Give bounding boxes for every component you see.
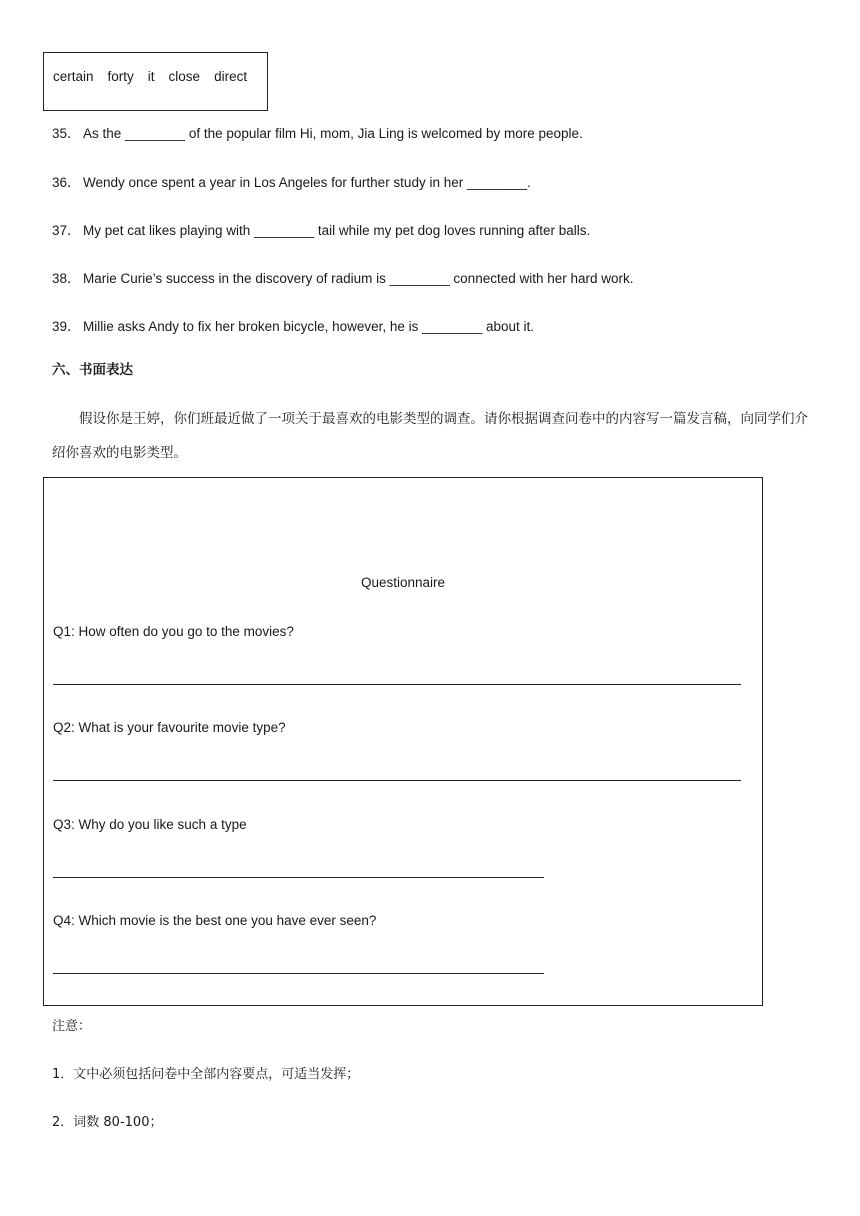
note-text: 文中必须包括问卷中全部内容要点，可适当发挥； [73, 1067, 360, 1082]
word-bank-item: close [168, 69, 201, 84]
question-text: As the ________ of the popular film Hi, mom, Jia Ling is welcomed by more people. [83, 126, 583, 141]
questionnaire-item-q2: Q2: What is your favourite movie type? [53, 720, 286, 735]
word-bank-item: direct [214, 69, 248, 84]
note-number: 1． [52, 1067, 74, 1082]
word-bank-list [53, 69, 247, 84]
question-number: 38． [52, 271, 81, 286]
questionnaire-item-q4: Q4: Which movie is the best one you have ever seen? [53, 913, 377, 928]
note-item-2 [52, 1111, 162, 1130]
question-number: 36． [52, 175, 81, 190]
note-number: 2． [52, 1115, 74, 1130]
question-number: 37． [52, 223, 81, 238]
writing-prompt: 假设你是王婷，你们班最近做了一项关于最喜欢的电影类型的调查。请你根据调查问卷中的内容写一篇发言稿，向同学们介绍你喜欢的电影类型。 [52, 411, 808, 461]
answer-line-q3 [53, 877, 544, 878]
question-35 [52, 122, 583, 142]
question-text: Marie Curie’s success in the discovery of radium is ________ connected with her hard work. [83, 271, 634, 286]
answer-line-q2 [53, 780, 741, 781]
question-39 [52, 315, 534, 335]
note-item-1 [52, 1063, 359, 1082]
questionnaire-item-q3: Q3: Why do you like such a type [53, 817, 247, 832]
question-text: Wendy once spent a year in Los Angeles for further study in her ________. [83, 175, 531, 190]
word-bank-item: it [147, 69, 155, 84]
notes-heading: 注意： [52, 1019, 92, 1034]
question-text: My pet cat likes playing with ________ tail while my pet dog loves running after balls. [83, 223, 591, 238]
question-37 [52, 219, 590, 239]
questionnaire-title: Questionnaire [360, 575, 446, 590]
answer-line-q4 [53, 973, 544, 974]
question-number: 39． [52, 319, 81, 334]
question-36 [52, 171, 531, 191]
section-title: 六、书面表达 [52, 362, 133, 378]
questionnaire-box [43, 477, 763, 1006]
question-text: Millie asks Andy to fix her broken bicycle, however, he is ________ about it. [83, 319, 535, 334]
word-bank-item: forty [107, 69, 134, 84]
note-text: 词数 80-100； [73, 1115, 163, 1130]
answer-line-q1 [53, 684, 741, 685]
question-38 [52, 267, 634, 287]
word-bank-item: certain [53, 69, 94, 84]
question-number: 35． [52, 126, 81, 141]
word-bank-box [43, 52, 268, 111]
questionnaire-item-q1: Q1: How often do you go to the movies? [53, 624, 294, 639]
